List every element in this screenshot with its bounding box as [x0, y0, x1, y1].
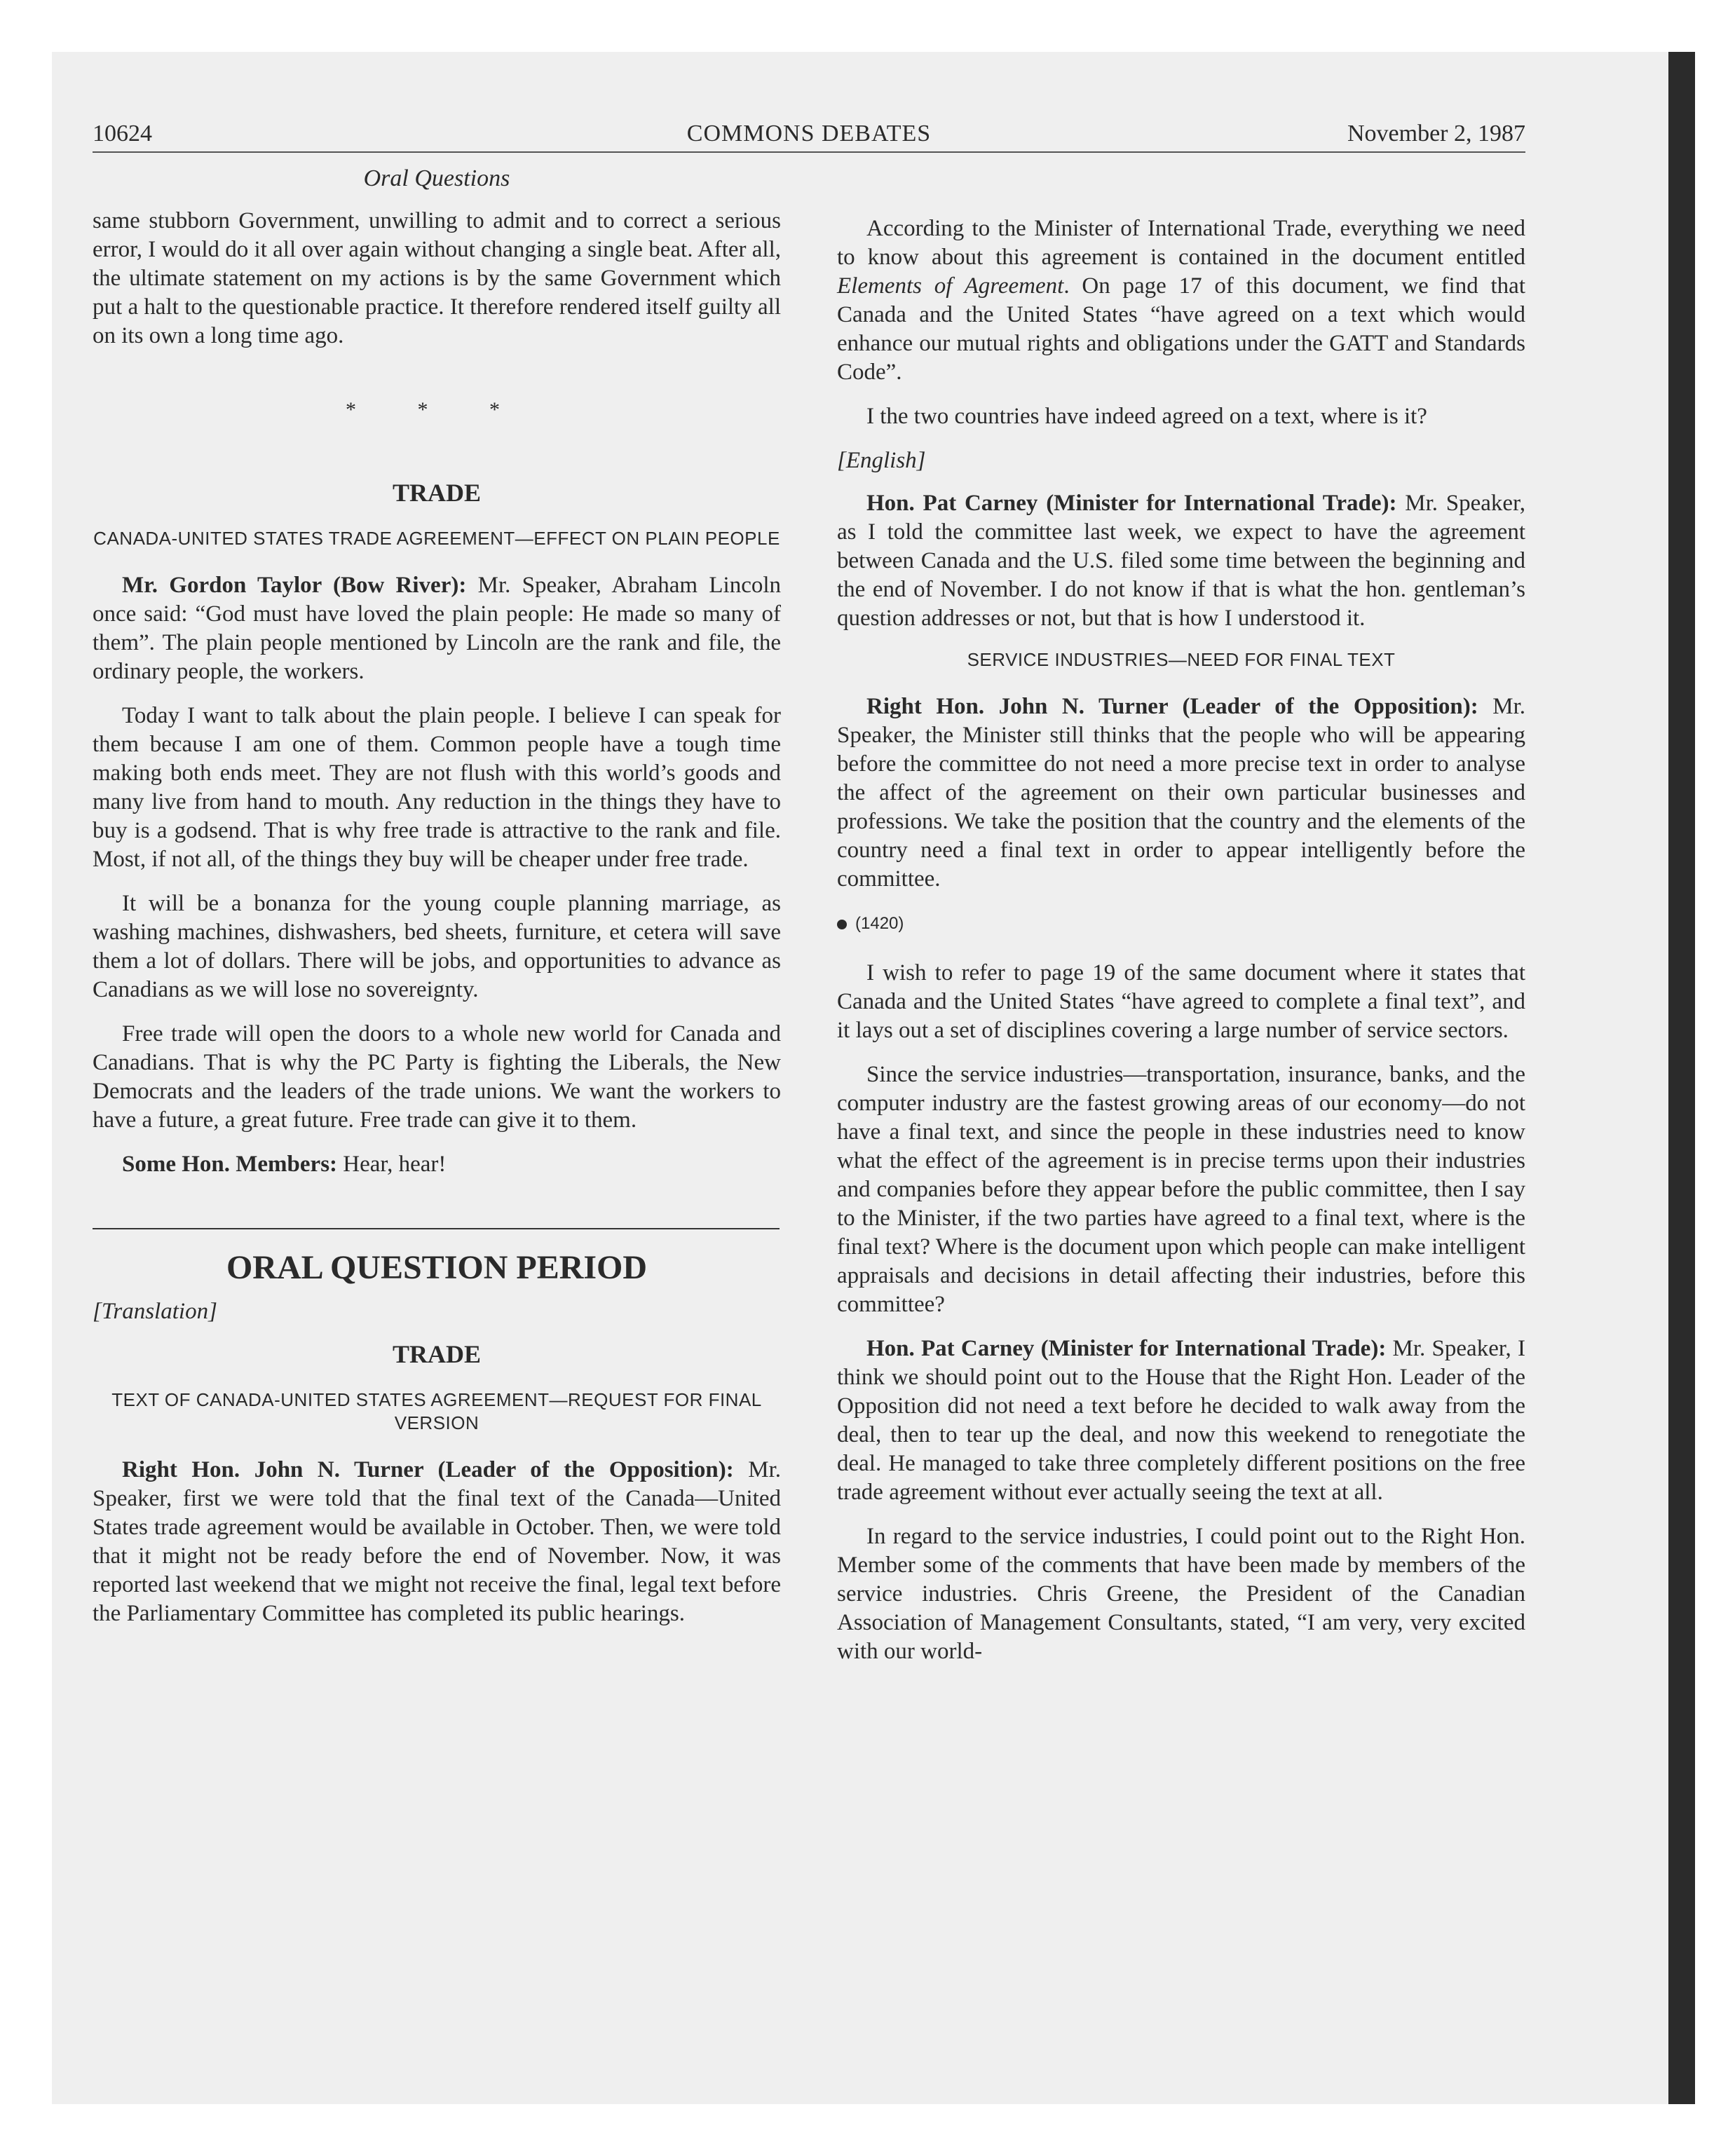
- paragraph: [93, 571, 781, 686]
- section-heading: TRADE: [392, 479, 482, 507]
- speech-text: Mr. Speaker, as I told the committee last week, we expect to have the agreement between Canada and the U.S. filed some time between the beginning and the end of November. I do not know if that is what the hon. gentleman’s question addresses or not, but that is how I understood it.: [837, 491, 1525, 631]
- publication-title: COMMONS DEBATES: [686, 121, 932, 146]
- section-subheading: SERVICE INDUSTRIES—NEED FOR FINAL TEXT: [967, 649, 1396, 670]
- paragraph: Since the service industries—transportation, insurance, banks, and the computer industry are the fastest growing areas of our economy—do not have a final text, and since the people in these industries need to know what the effect of the agreement is in precise terms upon their industries and companies before they appear before the public committee, then I say to the Minister, if the two parties have agreed to a final text, where is the final text? Where is the document upon which people can make intelligent appraisals and decisions in detail affecting their industries, before this committee?: [837, 1062, 1525, 1317]
- document-title: Elements of Agreement: [837, 273, 1064, 299]
- speaker-name: Hon. Pat Carney (Minister for International Trade):: [866, 1336, 1387, 1361]
- page-header: [93, 116, 1525, 153]
- section-label: Oral Questions: [363, 165, 510, 191]
- paragraph: [93, 1456, 781, 1628]
- paragraph: I the two countries have indeed agreed on a text, where is it?: [866, 404, 1427, 429]
- speech-text: According to the Minister of International Trade, everything we need to know about this agreement is contained in the document entitled: [837, 216, 1525, 270]
- speaker-name: Some Hon. Members:: [122, 1152, 338, 1177]
- speaker-name: Hon. Pat Carney (Minister for International Trade):: [866, 491, 1397, 516]
- language-marker: [English]: [837, 448, 926, 473]
- publication-date: November 2, 1987: [1347, 121, 1525, 146]
- speech-text: Mr. Speaker, first we were told that the final text of the Canada—United States trade agreement would be available in October. Then, we were told that it might not be ready before the end of November. Now, it was reported last weekend that we might not receive the final, legal text before the Parliamentary Committee has completed its public hearings.: [93, 1457, 782, 1626]
- bullet-icon: [837, 920, 847, 929]
- timestamp: [837, 909, 1525, 938]
- timestamp-text: (1420): [855, 914, 904, 933]
- paragraph: Today I want to talk about the plain people. I believe I can speak for them because I am one of them. Common people have a tough time making both ends meet. They are not flush with this world’s goods and many live from hand to mouth. Any reduction in the things they have to buy is a godsend. That is why free trade is attractive to the rank and file. Most, if not all, of the things they buy will be cheaper under free trade.: [93, 703, 781, 872]
- language-marker: [Translation]: [93, 1299, 217, 1324]
- paragraph: same stubborn Government, unwilling to admit and to correct a serious error, I would do it all over again without changing a single beat. After all, the ultimate statement on my actions is by the same Government which put a halt to the questionable practice. It therefore rendered itself guilty all on its own a long time ago.: [93, 208, 781, 348]
- divider: [93, 1228, 780, 1229]
- section-subheading: CANADA-UNITED STATES TRADE AGREEMENT—EFFECT ON PLAIN PEOPLE: [93, 528, 780, 549]
- paragraph: In regard to the service industries, I could point out to the Right Hon. Member some of the comments that have been made by members of the service industries. Chris Greene, the President of the Canadian Association of Management Consultants, stated, “I am very, very excited with our world-: [837, 1524, 1525, 1664]
- section-subheading: TEXT OF CANADA-UNITED STATES AGREEMENT—REQUEST FOR FINAL VERSION: [111, 1389, 762, 1433]
- left-column: [93, 164, 781, 1644]
- section-separator: * * *: [346, 398, 528, 421]
- paragraph: I wish to refer to page 19 of the same document where it states that Canada and the United States “have agreed to complete a final text”, and it lays out a set of disciplines covering a large number of service sectors.: [837, 960, 1525, 1043]
- speech-text: Hear, hear!: [337, 1152, 447, 1177]
- speaker-name: Right Hon. John N. Turner (Leader of the Opposition):: [122, 1457, 734, 1482]
- paragraph: [837, 1335, 1525, 1507]
- speaker-name: Mr. Gordon Taylor (Bow River):: [122, 573, 467, 598]
- speaker-name: Right Hon. John N. Turner (Leader of the Opposition):: [866, 694, 1478, 719]
- paragraph: [837, 489, 1525, 633]
- paragraph: [837, 214, 1525, 387]
- paragraph: [837, 692, 1525, 894]
- speech-text: . On page 17 of this document, we find that Canada and the United States “have agreed on a text which would enhance our mutual rights and obligations under the GATT and Standards Code”.: [837, 273, 1525, 385]
- speech-text: Mr. Speaker, the Minister still thinks that the people who will be appearing before the committee do not need a more precise text in order to analyse the affect of the agreement on their own particular businesses and professions. We take the position that the country and the elements of the country need a final text in order to appear intelligently before the committee.: [837, 694, 1526, 892]
- speech-text: Mr. Speaker, I think we should point out to the House that the Right Hon. Leader of the Opposition did not need a text before he decided to walk away from the deal, then to tear up the deal, and now this weekend to renegotiate the deal. He managed to take three completely different positions on the free trade agreement without ever actually seeing the text at all.: [837, 1336, 1525, 1505]
- paragraph: Free trade will open the doors to a whole new world for Canada and Canadians. That is why the PC Party is fighting the Liberals, the New Democrats and the leaders of the trade unions. We want the workers to have a future, a great future. Free trade can give it to them.: [93, 1021, 781, 1133]
- major-heading: ORAL QUESTION PERIOD: [226, 1249, 648, 1286]
- speech-text: Mr. Speaker, Abraham Lincoln once said: “God must have loved the plain people: He made so many of them”. The plain people mentioned by Lincoln are the rank and file, the ordinary people, the workers.: [93, 573, 782, 684]
- section-heading: TRADE: [392, 1340, 482, 1368]
- page-number: 10624: [93, 121, 152, 146]
- paragraph: [93, 1150, 781, 1179]
- right-column: [837, 214, 1525, 1681]
- scan-edge: [1668, 52, 1695, 2104]
- paragraph: It will be a bonanza for the young couple planning marriage, as washing machines, dishwashers, bed sheets, furniture, et cetera will save them a lot of dollars. There will be jobs, and opportunities to advance as Canadians as we will lose no sovereignty.: [93, 891, 781, 1002]
